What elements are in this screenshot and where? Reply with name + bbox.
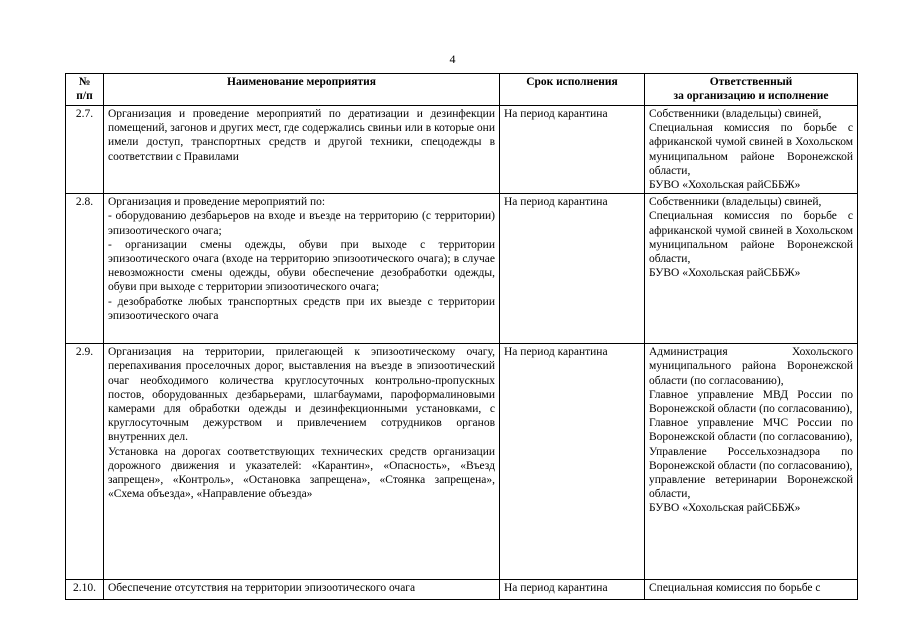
header-responsible-line2: за организацию и исполнение <box>673 90 829 103</box>
table-row <box>66 194 858 344</box>
row-term: На период карантина <box>500 194 645 344</box>
responsible-entry: Собственники (владельцы) свиней, <box>649 196 822 209</box>
row-responsible <box>645 344 858 580</box>
row-number: 2.7. <box>66 106 104 194</box>
responsible-entry: Специальная комиссия по борьбе с африканской чумой свиней в Хохольском муниципальном районе Воронежской области, <box>649 122 853 177</box>
row-name-line: - оборудованию дезбарьеров на входе и въезде на территорию (с территории) эпизоотического очага; <box>108 210 495 237</box>
header-term: Срок исполнения <box>500 74 645 106</box>
row-name-line: Организация на территории, прилегающей к эпизоотическому очагу, перепахивания проселочных дорог, выставления на въезде в эпизоотический очаг необходимого количества круглосуточных контрольно-пропускных постов, оборудованных дезбарьерами, шлагбаумами, пароформалиновыми камерами для обработки одежды и дезинфекционными установками, с круглосуточным дежурством и привлечением сотрудников органов внутренних дел. <box>108 346 495 444</box>
responsible-entry: Администрация Хохольского муниципального района Воронежской области (по согласованию), <box>649 346 853 387</box>
row-term: На период карантина <box>500 106 645 194</box>
row-name-line: - дезобработке любых транспортных средств при их выезде с территории эпизоотического очага <box>108 295 495 322</box>
row-number: 2.9. <box>66 344 104 580</box>
row-number: 2.8. <box>66 194 104 344</box>
page-number: 4 <box>449 52 456 66</box>
table-row <box>66 344 858 580</box>
responsible-entry: Главное управление МЧС России по Воронежской области (по согласованию), <box>649 417 853 444</box>
measures-table <box>65 73 858 600</box>
responsible-entry: Главное управление МВД России по Воронежской области (по согласованию), <box>649 388 853 416</box>
header-number <box>66 74 104 106</box>
header-responsible <box>645 74 858 106</box>
header-number-line1: № <box>78 76 91 88</box>
header-responsible-line1: Ответственный <box>709 76 793 88</box>
row-name-line: Установка на дорогах соответствующих технических средств организации дорожного движения и указателей: «Карантин», «Опасность», «Въезд запрещен», «Контроль», «Остановка запрещена», «Стоянка запрещена», «Схема объезда», «Направление объезда» <box>108 445 495 501</box>
responsible-entry: БУВО «Хохольская райСББЖ» <box>649 502 801 515</box>
row-responsible <box>645 194 858 344</box>
row-term: На период карантина <box>500 580 645 600</box>
row-name: Организация и проведение мероприятий по дератизации и дезинфекции помещений, загонов и других мест, где содержались свиньи или в которые они имели доступ, транспортных средств и другой техники, спецодежды в соответствии с Правилами <box>104 106 500 194</box>
row-number: 2.10. <box>66 580 104 600</box>
responsible-entry: БУВО «Хохольская райСББЖ» <box>649 267 801 280</box>
responsible-entry: Собственники (владельцы) свиней, <box>649 108 822 120</box>
table-row <box>66 106 858 194</box>
header-number-line2: п/п <box>76 90 93 103</box>
responsible-entry: БУВО «Хохольская райСББЖ» <box>649 179 801 192</box>
row-name <box>104 344 500 580</box>
responsible-entry: Управление Россельхознадзора по Воронежской области (по согласованию), <box>649 445 853 472</box>
row-responsible <box>645 106 858 194</box>
row-name-line: - организации смены одежды, обуви при выходе с территории эпизоотического очага (входе на территорию эпизоотического очага); в случае невозможности смены одежды, обуви обеспечение дезобработки одежды, обуви при выходе с территории эпизоотического очага; <box>108 238 495 294</box>
responsible-entry: Специальная комиссия по борьбе с африканской чумой свиней в Хохольском муниципальном районе Воронежской области, <box>649 210 853 266</box>
responsible-entry: управление ветеринарии Воронежской области, <box>649 474 853 501</box>
row-term: На период карантина <box>500 344 645 580</box>
row-name: Обеспечение отсутствия на территории эпизоотического очага <box>104 580 500 600</box>
table-header-row <box>66 74 858 106</box>
row-name <box>104 194 500 344</box>
header-name: Наименование мероприятия <box>104 74 500 106</box>
table-row <box>66 580 858 600</box>
row-responsible: Специальная комиссия по борьбе с <box>645 580 858 600</box>
row-name-line: Организация и проведение мероприятий по: <box>108 196 326 209</box>
